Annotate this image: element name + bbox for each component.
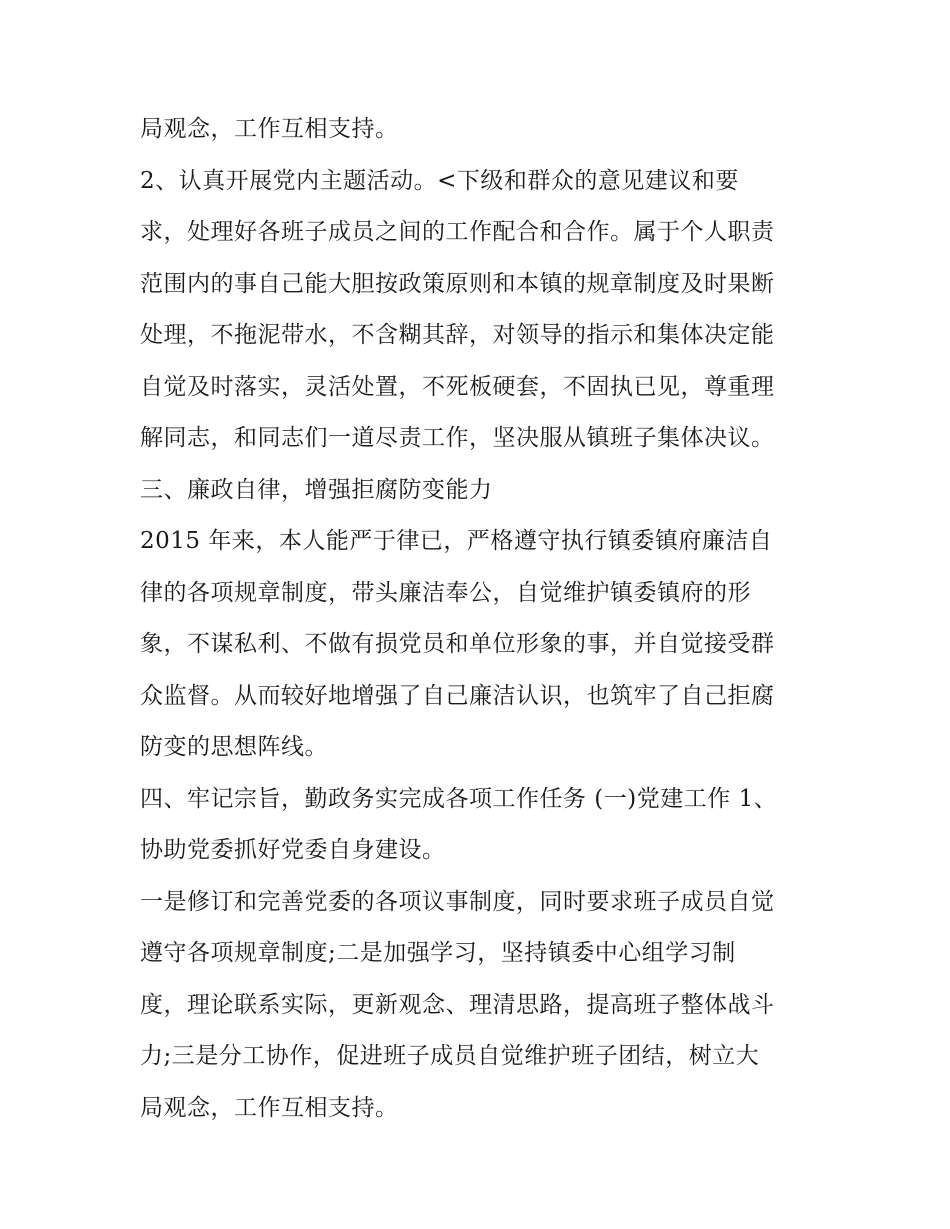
text-line: 协助党委抓好党委自身建设。 <box>140 837 446 863</box>
text-line: 范围内的事自己能大胆按政策原则和本镇的规章制度及时果断 <box>140 270 775 297</box>
text-line: 2、认真开展党内主题活动。<下级和群众的意见建议和要 <box>140 167 739 194</box>
section-heading: 四、牢记宗旨，勤政务实完成各项工作任务 (一)党建工作 1、 <box>140 785 778 812</box>
text-line: 众监督。从而较好地增强了自己廉洁认识，也筑牢了自己拒腐 <box>140 682 775 709</box>
text-line: 局观念，工作互相支持。 <box>140 1094 399 1121</box>
text-line: 局观念，工作互相支持。 <box>140 116 399 142</box>
text-line: 力;三是分工协作，促进班子成员自觉维护班子团结，树立大 <box>140 1043 760 1069</box>
text-line: 2015 年来，本人能严于律已，严格遵守执行镇委镇府廉洁自 <box>140 528 773 554</box>
text-line: 一是修订和完善党委的各项议事制度，同时要求班子成员自觉 <box>140 888 775 915</box>
text-line: 遵守各项规章制度;二是加强学习，坚持镇委中心组学习制 <box>140 940 736 966</box>
text-line: 防变的思想阵线。 <box>140 734 328 760</box>
text-line: 解同志，和同志们一道尽责工作，坚决服从镇班子集体决议。 <box>140 425 775 451</box>
section-heading: 三、廉政自律，增强拒腐防变能力 <box>140 476 493 503</box>
text-line: 自觉及时落实，灵活处置，不死板硬套，不固执已见，尊重理 <box>140 373 775 400</box>
document-body <box>140 110 820 1140</box>
text-line: 象，不谋私利、不做有损党员和单位形象的事，并自觉接受群 <box>140 631 775 657</box>
text-line: 求，处理好各班子成员之间的工作配合和合作。属于个人职责 <box>140 219 775 245</box>
text-line: 律的各项规章制度，带头廉洁奉公，自觉维护镇委镇府的形 <box>140 579 751 606</box>
text-line: 度，理论联系实际，更新观念、理清思路，提高班子整体战斗 <box>140 991 775 1018</box>
text-line: 处理，不拖泥带水，不含糊其辞，对领导的指示和集体决定能 <box>140 322 775 348</box>
